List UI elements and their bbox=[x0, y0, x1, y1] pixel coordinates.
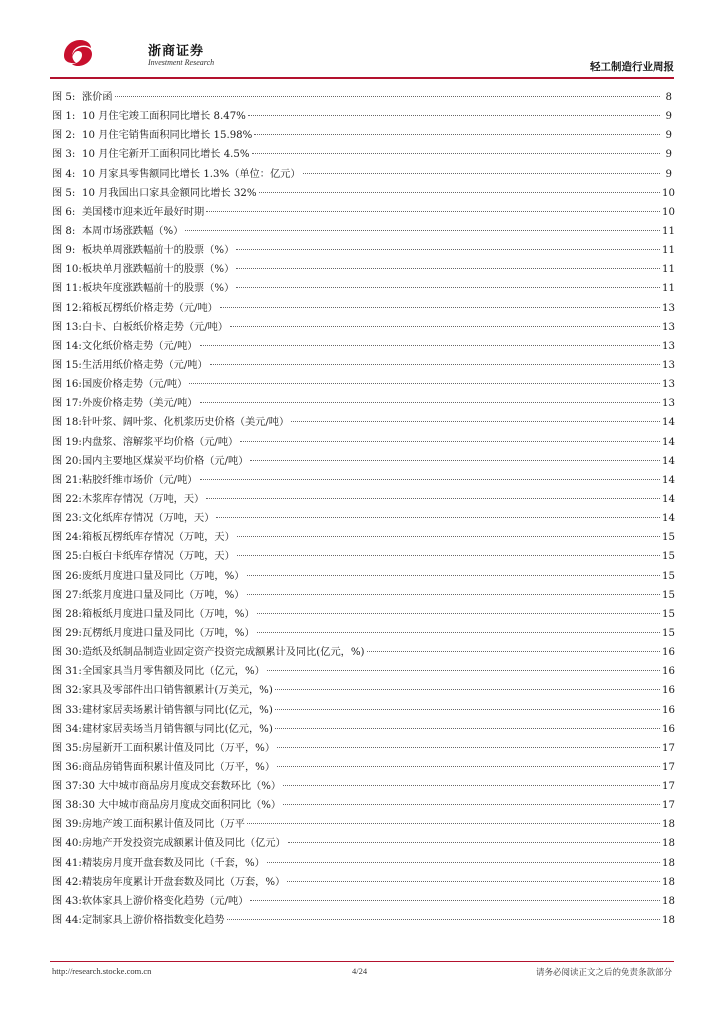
figure-page-number: 15 bbox=[662, 532, 675, 544]
page-header bbox=[50, 28, 674, 76]
dot-leader bbox=[200, 345, 661, 346]
figure-label: 图 8: bbox=[52, 225, 76, 237]
figure-page-number: 14 bbox=[662, 455, 675, 467]
figure-title: 国内主要地区煤炭平均价格（元/吨） bbox=[82, 455, 249, 467]
figure-page-number: 16 bbox=[662, 723, 675, 735]
toc-entry[interactable] bbox=[52, 260, 675, 279]
figure-page-number: 13 bbox=[662, 379, 675, 391]
figure-page-number: 11 bbox=[662, 245, 675, 257]
toc-entry[interactable] bbox=[52, 433, 675, 452]
toc-entry[interactable] bbox=[52, 107, 672, 126]
figure-page-number: 16 bbox=[662, 685, 675, 697]
dot-leader bbox=[250, 900, 660, 901]
figure-label: 图 5: bbox=[52, 92, 76, 103]
figure-page-number: 18 bbox=[662, 895, 675, 907]
figure-page-number: 18 bbox=[662, 857, 675, 869]
figure-page-number: 14 bbox=[662, 417, 675, 429]
figure-page-number: 16 bbox=[662, 647, 675, 659]
figure-title: 箱板瓦楞纸价格走势（元/吨） bbox=[82, 302, 218, 314]
toc-entry[interactable] bbox=[52, 394, 675, 413]
figure-title: 内盘浆、溶解浆平均价格（元/吨） bbox=[82, 436, 239, 448]
figure-page-number: 15 bbox=[662, 551, 675, 563]
figure-title: 10 月住宅新开工面积同比增长 4.5% bbox=[82, 149, 250, 161]
figure-label: 图 4: bbox=[52, 168, 76, 180]
figure-page-number: 14 bbox=[662, 513, 675, 525]
dot-leader bbox=[367, 651, 660, 652]
figure-page-number: 13 bbox=[662, 398, 675, 410]
toc-entry[interactable] bbox=[52, 873, 675, 892]
figure-page-number: 15 bbox=[662, 570, 675, 582]
figure-page-number: 8 bbox=[665, 92, 672, 103]
toc-entry[interactable] bbox=[52, 222, 675, 241]
toc-entry[interactable] bbox=[52, 318, 675, 337]
dot-leader bbox=[247, 575, 661, 576]
figure-page-number: 17 bbox=[662, 800, 675, 812]
figure-title: 10 月我国出口家具金额同比增长 32% bbox=[82, 187, 257, 199]
figure-page-number: 15 bbox=[662, 608, 675, 620]
dot-leader bbox=[250, 460, 660, 461]
figure-label: 图 10: bbox=[52, 264, 82, 276]
toc-entry[interactable] bbox=[52, 337, 675, 356]
toc-entry[interactable] bbox=[52, 88, 672, 107]
figure-label: 图 40: bbox=[52, 838, 82, 850]
toc-entry[interactable] bbox=[52, 815, 675, 834]
figure-page-number: 18 bbox=[662, 838, 675, 850]
figure-title: 精装房年度累计开盘套数及同比（万套，%） bbox=[82, 876, 286, 888]
footer-url-link[interactable]: http://research.stocke.com.cn bbox=[52, 966, 152, 976]
figure-title: 房地产开发投资完成额累计值及同比（亿元） bbox=[82, 838, 286, 850]
toc-entry[interactable] bbox=[52, 911, 675, 930]
toc-entry[interactable] bbox=[52, 413, 675, 432]
figure-title: 建材家居卖场当月销售额与同比(亿元，%) bbox=[82, 723, 273, 735]
figure-page-number: 17 bbox=[662, 742, 675, 754]
dot-leader bbox=[206, 211, 660, 212]
toc-entry[interactable] bbox=[52, 624, 675, 643]
dot-leader bbox=[236, 287, 660, 288]
figure-title: 废纸月度进口量及同比（万吨，%） bbox=[82, 570, 245, 582]
figure-label: 图 15: bbox=[52, 359, 82, 371]
figure-label: 图 16: bbox=[52, 379, 82, 391]
figure-label: 图 14: bbox=[52, 340, 82, 352]
figure-label: 图 27: bbox=[52, 589, 82, 601]
figure-label: 图 36: bbox=[52, 761, 82, 773]
figure-page-number: 11 bbox=[662, 264, 675, 276]
dot-leader bbox=[257, 632, 660, 633]
figure-title: 家具及零部件出口销售额累计(万美元，%) bbox=[82, 685, 273, 697]
figure-title: 针叶浆、阔叶浆、化机浆历史价格（美元/吨） bbox=[82, 417, 290, 429]
brand-name: 浙商证券 bbox=[148, 44, 205, 59]
dot-leader bbox=[275, 689, 660, 690]
figure-title: 生活用纸价格走势（元/吨） bbox=[82, 359, 208, 371]
figure-page-number: 9 bbox=[665, 130, 672, 142]
toc-entry[interactable] bbox=[52, 796, 675, 815]
dot-leader bbox=[257, 613, 660, 614]
figure-label: 图 11: bbox=[52, 283, 82, 295]
toc-entry[interactable] bbox=[52, 605, 675, 624]
figure-title: 粘胶纤维市场价（元/吨） bbox=[82, 474, 198, 486]
report-type-title: 轻工制造行业周报 bbox=[590, 61, 674, 73]
zheshang-logo-icon bbox=[60, 36, 94, 70]
footer-divider bbox=[50, 961, 674, 962]
dot-leader bbox=[291, 421, 660, 422]
toc-entry[interactable] bbox=[52, 681, 675, 700]
figure-title: 定制家具上游价格指数变化趋势 bbox=[82, 915, 225, 927]
figure-page-number: 13 bbox=[662, 321, 675, 333]
dot-leader bbox=[115, 96, 660, 97]
figure-title: 10 月家具零售额同比增长 1.3%（单位：亿元） bbox=[82, 168, 301, 180]
figure-table-of-contents bbox=[52, 88, 675, 930]
toc-entry[interactable] bbox=[52, 471, 675, 490]
figure-label: 图 17: bbox=[52, 398, 82, 410]
figure-title: 国废价格走势（元/吨） bbox=[82, 379, 188, 391]
toc-entry[interactable] bbox=[52, 509, 675, 528]
figure-label: 图 43: bbox=[52, 895, 82, 907]
dot-leader bbox=[236, 268, 660, 269]
figure-label: 图 13: bbox=[52, 321, 82, 333]
dot-leader bbox=[248, 115, 660, 116]
figure-label: 图 19: bbox=[52, 436, 82, 448]
dot-leader bbox=[267, 862, 660, 863]
dot-leader bbox=[210, 364, 660, 365]
dot-leader bbox=[230, 326, 660, 327]
dot-leader bbox=[237, 536, 660, 537]
disclaimer-note: 请务必阅读正文之后的免责条款部分 bbox=[535, 968, 672, 978]
figure-page-number: 9 bbox=[665, 149, 672, 161]
figure-label: 图 41: bbox=[52, 857, 82, 869]
figure-title: 文化纸库存情况（万吨，天） bbox=[82, 513, 215, 525]
figure-label: 图 18: bbox=[52, 417, 82, 429]
toc-entry[interactable] bbox=[52, 739, 675, 758]
figure-page-number: 11 bbox=[662, 225, 675, 237]
figure-page-number: 13 bbox=[662, 340, 675, 352]
figure-title: 房屋新开工面积累计值及同比（万平，%） bbox=[82, 742, 276, 754]
toc-entry[interactable] bbox=[52, 279, 675, 298]
figure-page-number: 18 bbox=[662, 876, 675, 888]
figure-title: 商品房销售面积累计值及同比（万平，%） bbox=[82, 761, 276, 773]
figure-page-number: 16 bbox=[662, 666, 675, 678]
figure-title: 白卡、白板纸价格走势（元/吨） bbox=[82, 321, 229, 333]
figure-page-number: 17 bbox=[662, 761, 675, 773]
toc-entry[interactable] bbox=[52, 490, 675, 509]
dot-leader bbox=[252, 153, 660, 154]
dot-leader bbox=[277, 766, 660, 767]
page-number: 4/24 bbox=[352, 966, 368, 976]
dot-leader bbox=[227, 919, 660, 920]
toc-entry[interactable] bbox=[52, 777, 675, 796]
figure-title: 造纸及纸制品制造业固定资产投资完成额累计及同比(亿元，%) bbox=[82, 647, 365, 659]
brand-english-name: Investment Research bbox=[148, 58, 215, 67]
figure-label: 图 23: bbox=[52, 513, 82, 525]
toc-entry[interactable] bbox=[52, 528, 675, 547]
figure-page-number: 10 bbox=[662, 206, 675, 218]
dot-leader bbox=[267, 670, 660, 671]
dot-leader bbox=[247, 823, 660, 824]
figure-label: 图 1: bbox=[52, 111, 76, 123]
figure-title: 30 大中城市商品房月度成交面积同比（%） bbox=[82, 800, 282, 812]
figure-title: 美国楼市迎来近年最好时期 bbox=[82, 206, 205, 218]
figure-title: 白板白卡纸库存情况（万吨，天） bbox=[82, 551, 235, 563]
figure-label: 图 31: bbox=[52, 666, 82, 678]
toc-entry[interactable] bbox=[52, 547, 675, 566]
toc-entry[interactable] bbox=[52, 720, 675, 739]
figure-label: 图 29: bbox=[52, 627, 82, 639]
toc-entry[interactable] bbox=[52, 241, 675, 260]
dot-leader bbox=[288, 842, 660, 843]
dot-leader bbox=[283, 785, 660, 786]
figure-title: 板块单月涨跌幅前十的股票（%） bbox=[82, 264, 235, 276]
dot-leader bbox=[283, 804, 660, 805]
figure-title: 精装房月度开盘套数及同比（千套，%） bbox=[82, 857, 265, 869]
figure-page-number: 13 bbox=[662, 359, 675, 371]
dot-leader bbox=[259, 192, 660, 193]
toc-entry[interactable] bbox=[52, 299, 675, 318]
toc-entry[interactable] bbox=[52, 184, 675, 203]
figure-page-number: 10 bbox=[662, 187, 675, 199]
toc-entry[interactable] bbox=[52, 126, 672, 145]
figure-page-number: 16 bbox=[662, 704, 675, 716]
figure-label: 图 42: bbox=[52, 876, 82, 888]
dot-leader bbox=[275, 709, 660, 710]
figure-label: 图 35: bbox=[52, 742, 82, 754]
dot-leader bbox=[303, 173, 660, 174]
dot-leader bbox=[287, 881, 660, 882]
figure-label: 图 2: bbox=[52, 130, 76, 142]
figure-label: 图 33: bbox=[52, 704, 82, 716]
toc-entry[interactable] bbox=[52, 452, 675, 471]
figure-label: 图 44: bbox=[52, 915, 82, 927]
figure-label: 图 24: bbox=[52, 532, 82, 544]
dot-leader bbox=[220, 307, 660, 308]
toc-entry[interactable] bbox=[52, 892, 675, 911]
dot-leader bbox=[236, 249, 660, 250]
figure-page-number: 14 bbox=[662, 493, 675, 505]
dot-leader bbox=[185, 230, 660, 231]
dot-leader bbox=[247, 594, 661, 595]
figure-title: 建材家居卖场累计销售额与同比(亿元，%) bbox=[82, 704, 273, 716]
toc-entry[interactable] bbox=[52, 203, 675, 222]
figure-label: 图 6: bbox=[52, 206, 76, 218]
dot-leader bbox=[216, 517, 660, 518]
figure-title: 全国家具当月零售额及同比（亿元，%） bbox=[82, 666, 265, 678]
toc-entry[interactable] bbox=[52, 758, 675, 777]
figure-title: 文化纸价格走势（元/吨） bbox=[82, 340, 198, 352]
dot-leader bbox=[277, 747, 660, 748]
figure-title: 软体家具上游价格变化趋势（元/吨） bbox=[82, 895, 249, 907]
figure-label: 图 12: bbox=[52, 302, 82, 314]
figure-label: 图 22: bbox=[52, 493, 82, 505]
toc-entry[interactable] bbox=[52, 834, 675, 853]
figure-title: 外废价格走势（美元/吨） bbox=[82, 398, 198, 410]
figure-page-number: 17 bbox=[662, 781, 675, 793]
toc-entry[interactable] bbox=[52, 643, 675, 662]
figure-label: 图 32: bbox=[52, 685, 82, 697]
dot-leader bbox=[254, 134, 660, 135]
figure-page-number: 18 bbox=[662, 819, 675, 831]
figure-title: 涨价函 bbox=[82, 92, 113, 103]
figure-label: 图 26: bbox=[52, 570, 82, 582]
toc-entry[interactable] bbox=[52, 375, 675, 394]
dot-leader bbox=[206, 498, 660, 499]
figure-page-number: 11 bbox=[662, 283, 675, 295]
figure-title: 30 大中城市商品房月度成交套数环比（%） bbox=[82, 781, 282, 793]
figure-label: 图 25: bbox=[52, 551, 82, 563]
figure-label: 图 30: bbox=[52, 647, 82, 659]
dot-leader bbox=[200, 402, 661, 403]
figure-label: 图 20: bbox=[52, 455, 82, 467]
figure-page-number: 14 bbox=[662, 474, 675, 486]
toc-entry[interactable] bbox=[52, 165, 672, 184]
dot-leader bbox=[189, 383, 660, 384]
figure-title: 本周市场涨跌幅（%） bbox=[82, 225, 184, 237]
figure-label: 图 28: bbox=[52, 608, 82, 620]
figure-label: 图 21: bbox=[52, 474, 82, 486]
figure-page-number: 9 bbox=[665, 111, 672, 123]
figure-label: 图 5: bbox=[52, 187, 76, 199]
figure-title: 箱板纸月度进口量及同比（万吨，%） bbox=[82, 608, 255, 620]
header-divider bbox=[50, 77, 674, 79]
figure-title: 10 月住宅竣工面积同比增长 8.47% bbox=[82, 111, 246, 123]
toc-entry[interactable] bbox=[52, 662, 675, 681]
figure-title: 10 月住宅销售面积同比增长 15.98% bbox=[82, 130, 253, 142]
toc-entry[interactable] bbox=[52, 701, 675, 720]
figure-title: 板块年度涨跌幅前十的股票（%） bbox=[82, 283, 235, 295]
figure-page-number: 14 bbox=[662, 436, 675, 448]
dot-leader bbox=[275, 728, 660, 729]
figure-page-number: 9 bbox=[665, 168, 672, 180]
toc-entry[interactable] bbox=[52, 567, 675, 586]
figure-title: 纸浆月度进口量及同比（万吨，%） bbox=[82, 589, 245, 601]
figure-page-number: 15 bbox=[662, 627, 675, 639]
figure-title: 木浆库存情况（万吨，天） bbox=[82, 493, 205, 505]
toc-entry[interactable] bbox=[52, 586, 675, 605]
figure-label: 图 37: bbox=[52, 781, 82, 793]
figure-page-number: 15 bbox=[662, 589, 675, 601]
toc-entry[interactable] bbox=[52, 854, 675, 873]
figure-label: 图 3: bbox=[52, 149, 76, 161]
figure-label: 图 39: bbox=[52, 819, 82, 831]
dot-leader bbox=[237, 555, 660, 556]
figure-title: 瓦楞纸月度进口量及同比（万吨，%） bbox=[82, 627, 255, 639]
dot-leader bbox=[240, 441, 660, 442]
figure-page-number: 18 bbox=[662, 915, 675, 927]
toc-entry[interactable] bbox=[52, 356, 675, 375]
figure-title: 板块单周涨跌幅前十的股票（%） bbox=[82, 245, 235, 257]
dot-leader bbox=[200, 479, 661, 480]
figure-label: 图 38: bbox=[52, 800, 82, 812]
figure-page-number: 13 bbox=[662, 302, 675, 314]
figure-label: 图 34: bbox=[52, 723, 82, 735]
toc-entry[interactable] bbox=[52, 145, 672, 164]
figure-title: 箱板瓦楞纸库存情况（万吨，天） bbox=[82, 532, 235, 544]
figure-label: 图 9: bbox=[52, 245, 76, 257]
figure-title: 房地产竣工面积累计值及同比（万平 bbox=[82, 819, 245, 831]
